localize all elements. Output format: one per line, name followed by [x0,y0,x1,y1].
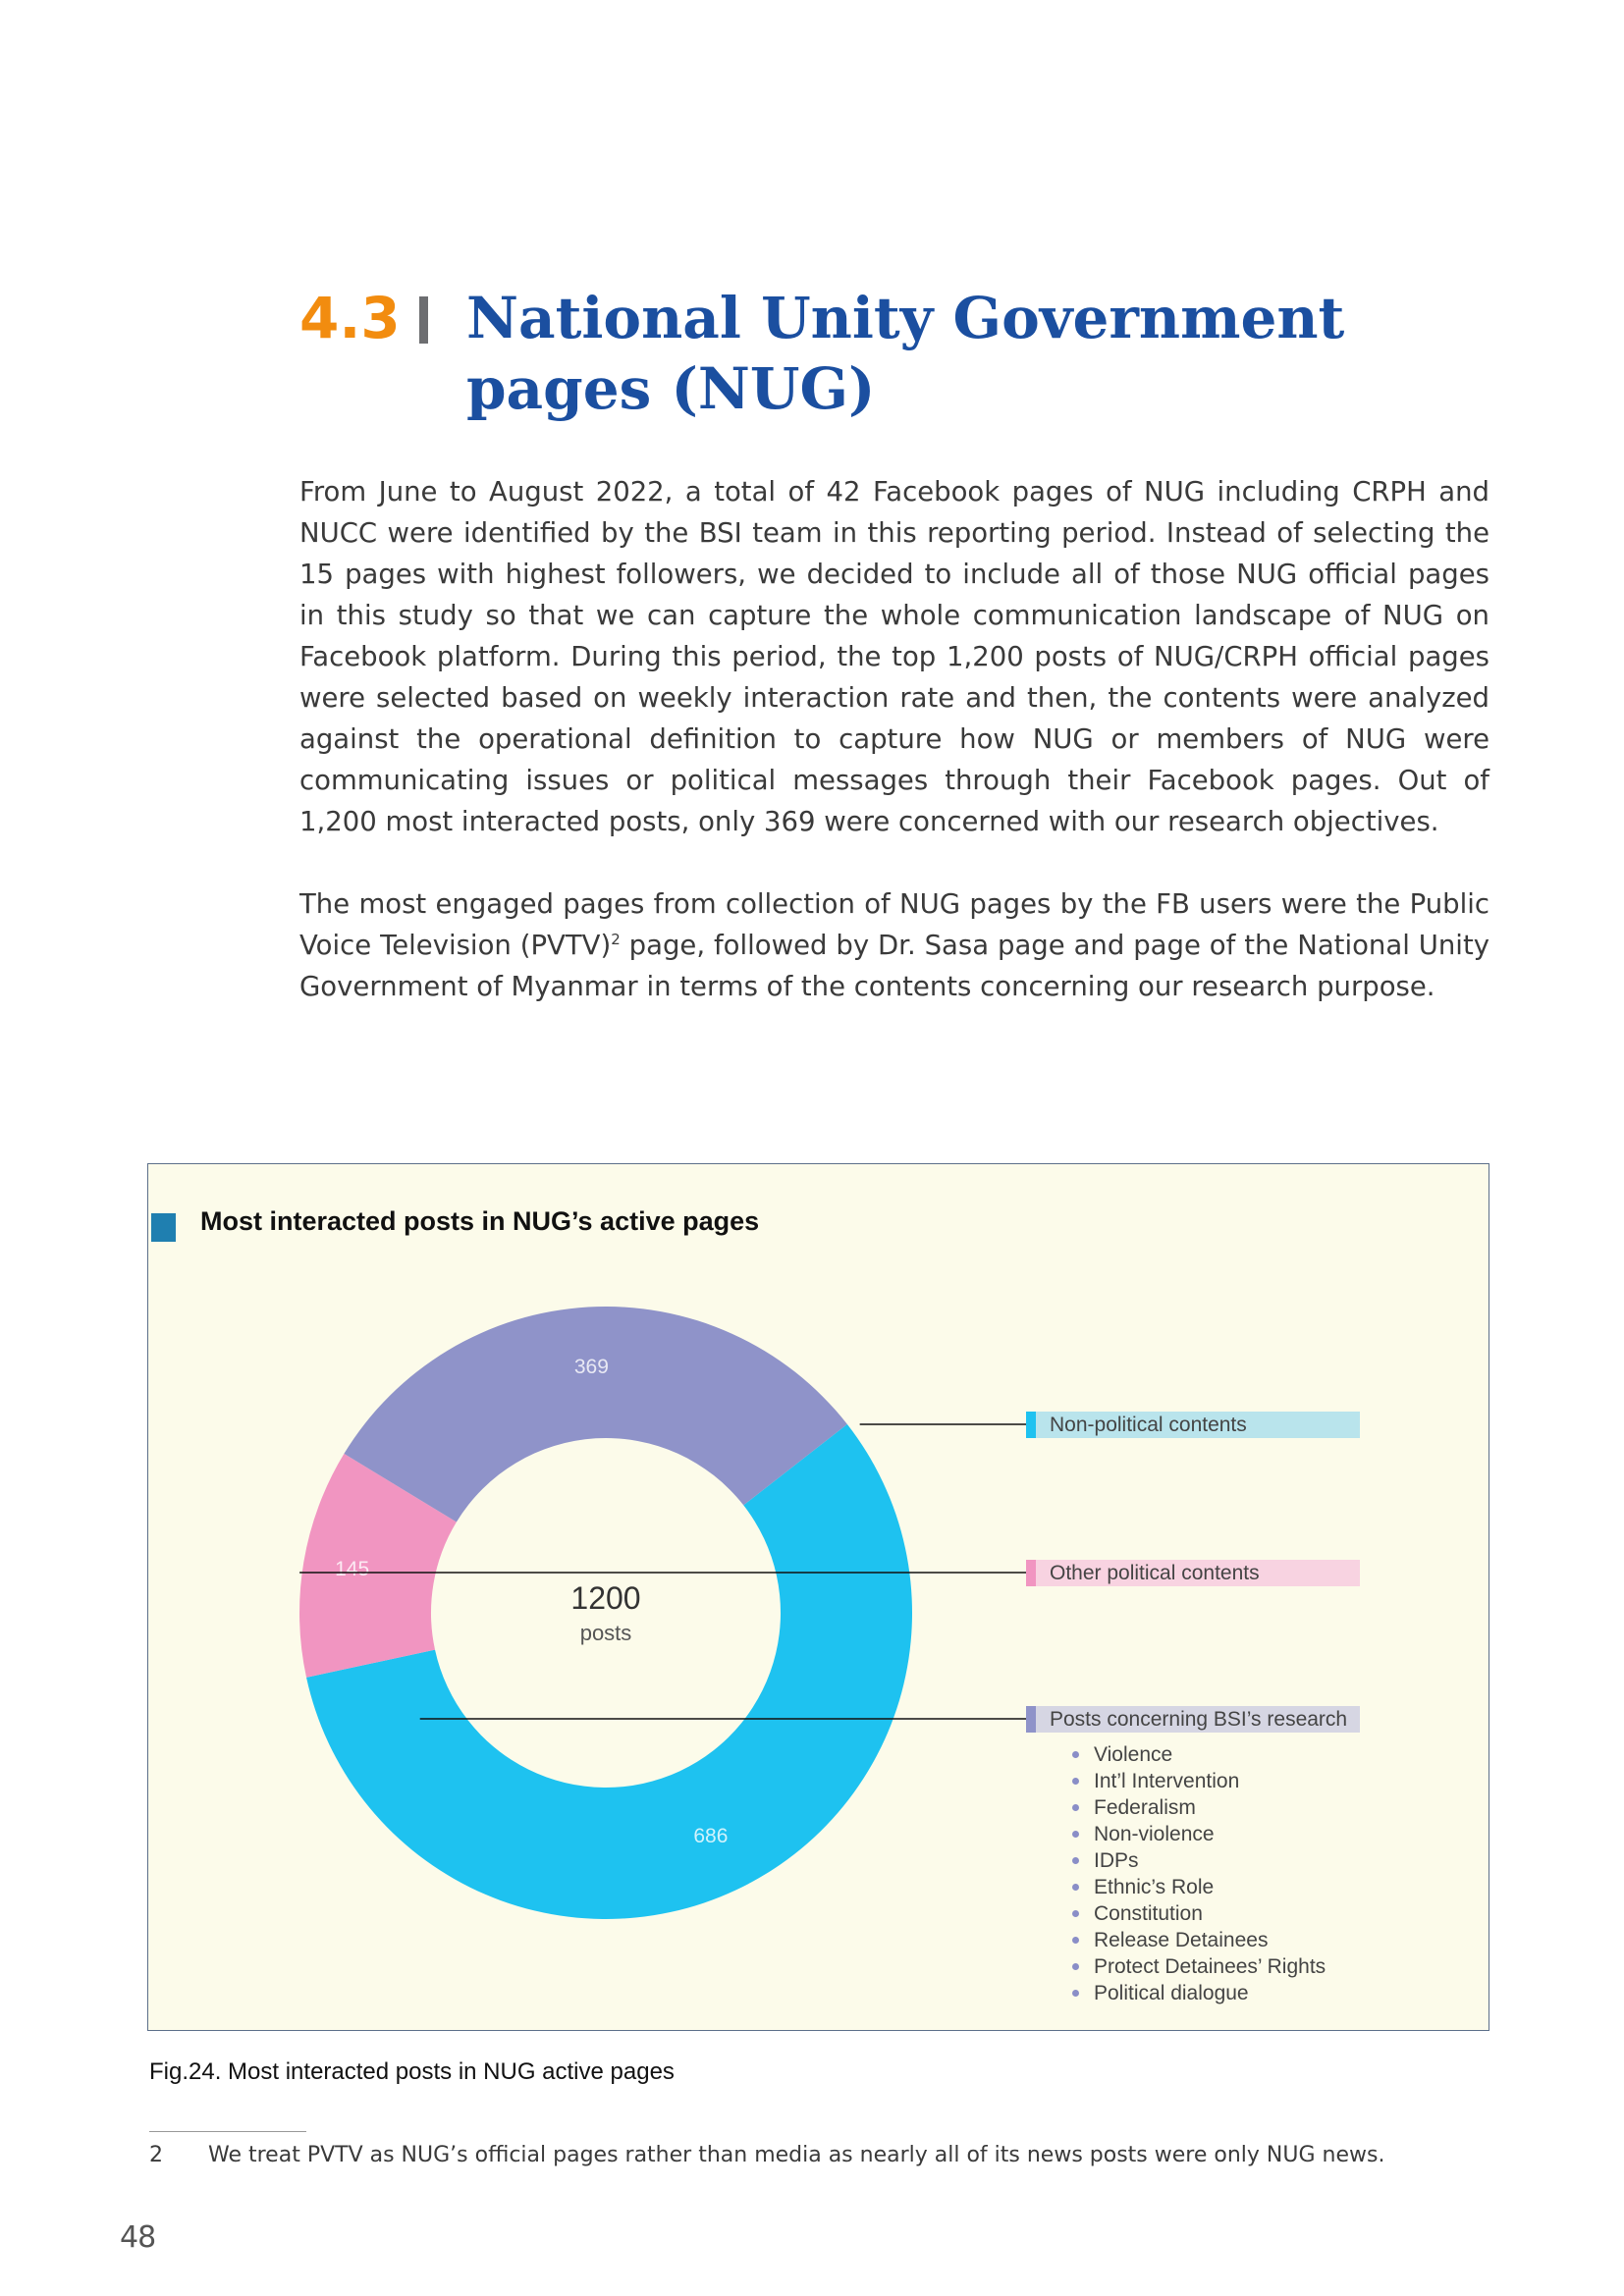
center-unit: posts [579,1621,632,1645]
section-title: National Unity Government pages (NUG) [466,285,1345,422]
legend-item-other-political [1026,1560,1360,1586]
topic-item: Federalism [1066,1794,1326,1821]
legend-item-non-political [1026,1412,1360,1438]
topic-item: Release Detainees [1066,1927,1326,1953]
chart-title: Most interacted posts in NUG’s active pages [200,1206,760,1236]
topic-item: IDPs [1066,1847,1326,1874]
topic-item: Ethnic’s Role [1066,1874,1326,1900]
footnote-divider [149,2131,306,2132]
slice-value-label: 145 [335,1558,370,1581]
body-paragraph-1: From June to August 2022, a total of 42 Facebook pages of NUG including CRPH and NUCC were identified by the BSI team in this reporting period. Instead of selecting the 15 pages with highest followers, we decided to include all of those NUG official pages in this study so that we can capture the whole communication landscape of NUG on Facebook platform. During this period, the top 1,200 posts of NUG/CRPH official pages were selected based on weekly interaction rate and then, the contents were analyzed against the operational definition to capture how NUG or members of NUG were communicating issues or political messages through their Facebook pages. Out of 1,200 most interacted posts, only 369 were concerned with our research objectives. [299,476,1489,837]
paragraph-text: page, followed by Dr. Sasa page and page of the National Unity Government of Myanmar in terms of the contents concerning our research purpose. [299,930,1489,1002]
footnote-ref: 2 [611,930,621,948]
body-paragraph-2 [299,883,1489,1007]
page-number: 48 [120,2220,156,2255]
paragraph-text: The most engaged pages from collection of NUG pages by the FB users were the Public Voice Television (PVTV) [299,888,1489,961]
center-total: 1200 [570,1580,641,1616]
topic-item: Non-violence [1066,1821,1326,1847]
topic-item: Int’l Intervention [1066,1768,1326,1794]
legend-item-bsi-research [1026,1706,1360,1733]
topic-item: Violence [1066,1741,1326,1768]
legend-label: Non-political contents [1050,1414,1247,1436]
legend-swatch [1026,1706,1036,1733]
slice-value-label: 686 [693,1824,729,1847]
legend-swatch [1026,1412,1036,1438]
topic-item: Constitution [1066,1900,1326,1927]
figure-caption: Fig.24. Most interacted posts in NUG active pages [149,2058,675,2085]
legend-label: Other political contents [1050,1562,1260,1584]
footnote-number: 2 [149,2143,163,2167]
section-number: 4.3 [299,285,401,351]
footnote-text: We treat PVTV as NUG’s official pages rather than media as nearly all of its news posts were only NUG news. [208,2143,1385,2167]
research-topic-list [1066,1741,1326,2006]
topic-item: Political dialogue [1066,1980,1326,2006]
legend-label: Posts concerning BSI’s research [1050,1708,1348,1731]
chart-panel [147,1163,1489,2031]
legend-swatch [1026,1560,1036,1586]
footnote [149,2143,1384,2167]
section-divider-bar [419,296,428,344]
slice-value-label: 369 [573,1355,609,1378]
topic-item: Protect Detainees’ Rights [1066,1953,1326,1980]
